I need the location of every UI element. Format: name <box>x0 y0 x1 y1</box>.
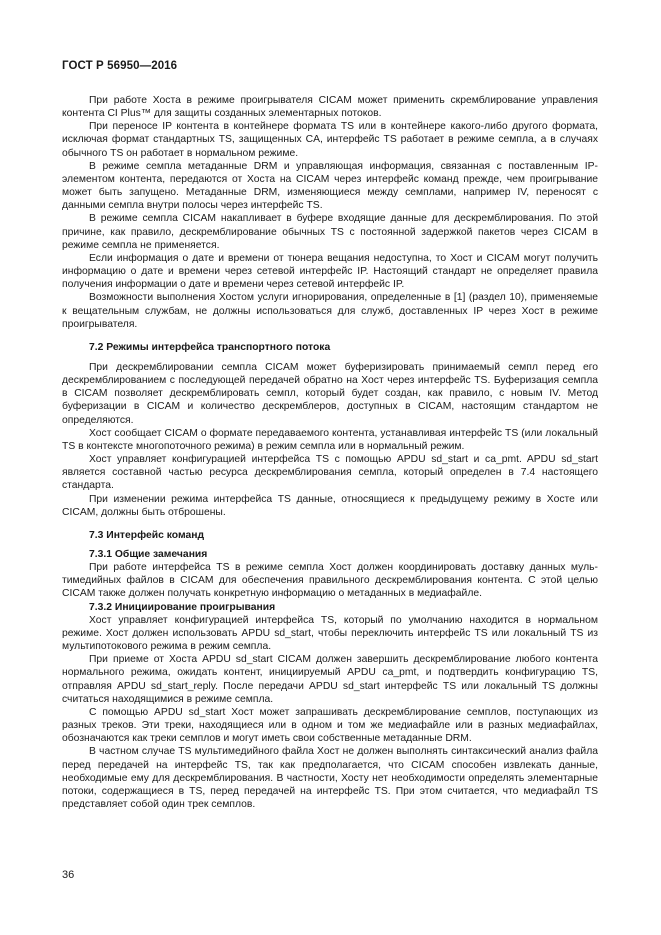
document-header-id: ГОСТ Р 56950—2016 <box>62 60 178 72</box>
intro-block <box>62 94 598 331</box>
section-7-2 <box>62 341 598 519</box>
paragraph: При работе Хоста в режиме проигрывателя CICAM может применить скремблирование управления контента CI Plus™ для защиты созданных элементарных потоков. <box>62 95 598 120</box>
paragraph: При приеме от Хоста APDU sd_start CICAM должен завершить дескремблирование любого контента нормального режима, ожидать контент, инициируемый APDU ca_pmt, и подтвердить конфигурацию TS, отправляя APDU sd_start_reply. После передачи APDU sd_start интерфейс TS или локальный TS должны считаться находящимися в режиме семпла. <box>62 654 598 705</box>
section-spacer <box>62 331 598 341</box>
paragraph: При дескремблировании семпла CICAM может буферизировать принимаемый семпл перед его дескремблированием с последующей передачей обратно на Хост через интерфейс TS. Буферизация семпла в CICAM позволяет дескремблировать семпл, который будет создан, как правило, с новым IV. Метод буферизации в CICAM и количество дескремблеров, доступных в CICAM, настоящим стандартом не определяются. <box>62 361 598 426</box>
document-body <box>62 94 598 811</box>
paragraph: Если информация о дате и времени от тюнера вещания недоступна, то Хост и CICAM могут получить информацию о дате и времени через сетевой интерфейс IP. Настоящий стандарт не определяет правила получения информации о дате и времени через сетевой интерфейс IP. <box>62 252 598 291</box>
paragraph: При изменении режима интерфейса TS данные, относящиеся к предыдущему режиму в Хосте или CICAM, должны быть отброшены. <box>62 493 598 518</box>
paragraph: В режиме семпла метаданные DRM и управляющая информация, связанная с поставленным IP-элементом контента, передаются от Хоста на CICAM через интерфейс команд прежде, чем проигрывание может быть запущено. Метаданные DRM, изменяющиеся между семплами, например IV, переносят с данными семпла внутри полосы через интерфейс TS. <box>62 160 598 212</box>
paragraph: При работе интерфейса TS в режиме семпла Хост должен координировать доставку данных мультимедийных файлов в CICAM для обеспечения правильного дескремблирования контента. С этой целью CICAM также должен получать конкретную информацию о метаданных в медиафайле. <box>62 562 598 600</box>
section-heading-7-2: 7.2 Режимы интерфейса транспортного потока <box>89 341 331 353</box>
section-spacer <box>62 354 598 361</box>
paragraph: Хост управляет конфигурацией интерфейса TS с помощью APDU sd_start и ca_pmt. APDU sd_start является составной частью ресурса дескремблирования семпла, который определен в 7.4 настоящего стандарта. <box>62 454 598 492</box>
paragraph: В режиме семпла CICAM накапливает в буфере входящие данные для дескремблирования. По этой причине, как правило, дескремблирование обычных TS с постоянной задержкой пакетов через CICAM в режиме семпла не применяется. <box>62 213 598 251</box>
paragraph: Возможности выполнения Хостом услуги игнорирования, определенные в [1] (раздел 10), применяемые к вещательным службам, не должны использоваться для служб, доставленных IP через Хост в режиме проигрывателя. <box>62 292 598 330</box>
paragraph: Хост управляет конфигурацией интерфейса TS, который по умолчанию находится в нормальном режиме. Хост должен использовать APDU sd_start, чтобы переключить интерфейс TS или локальный TS из мультипотокового режима в режим семпла. <box>62 614 598 653</box>
page-number: 36 <box>62 869 75 881</box>
paragraph: С помощью APDU sd_start Хост может запрашивать дескремблирование семплов, поступающих из разных треков. Эти треки, находящиеся или в одном и том же медиафайле или в разных медиафайлах, обозначаются как треки семплов и могут иметь свои собственные метаданные DRM. <box>62 706 598 745</box>
paragraph: В частном случае TS мультимедийного файла Хост не должен выполнять синтаксический анализ файла перед передачей на интерфейс TS, так как предполагается, что CICAM способен извлекать данные, необходимые ему для дескремблирования. В частности, Хосту нет необходимости определять элементарные потоки, содержащиеся в TS, перед передачей на интерфейс TS. При этом считается, что медиафайл TS представляет собой один трек семплов. <box>62 746 598 810</box>
section-7-3 <box>62 529 598 811</box>
paragraph: Хост сообщает CICAM о формате передаваемого контента, устанавливая интерфейс TS (или локальный TS в контексте многопоточного режима) в режим семпла или в нормальный режим. <box>62 427 598 452</box>
section-heading-7-3: 7.3 Интерфейс команд <box>89 529 205 541</box>
subsection-heading-7-3-1: 7.3.1 Общие замечания <box>89 549 208 560</box>
subsection-heading-7-3-2: 7.3.2 Инициирование проигрывания <box>89 601 276 613</box>
paragraph: При переносе IP контента в контейнере формата TS или в контейнере какого-либо другого формата, исключая формат стандартных TS, защищенных CA, интерфейс TS работает в режиме семпла, а в случаях обычного TS он работает в нормальном режиме. <box>62 121 598 159</box>
section-spacer <box>62 519 598 529</box>
